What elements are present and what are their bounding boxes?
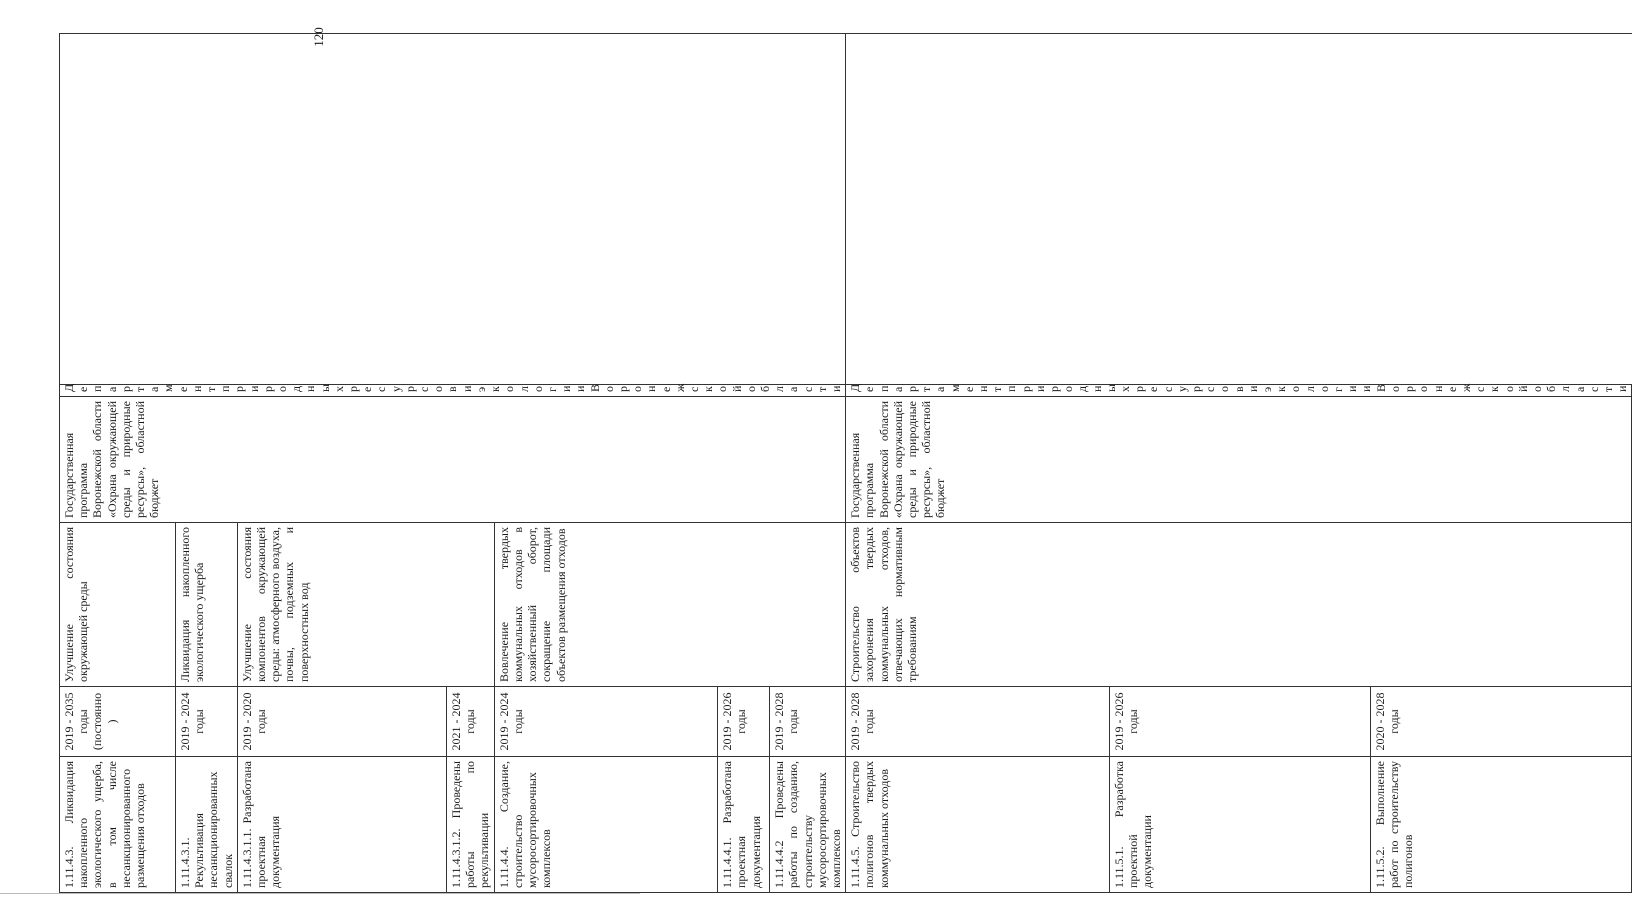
period-cell: 2019 - 2028 годы [770,687,846,757]
period-cell: 2019 - 2026 годы [718,687,770,757]
source-cell: Государственная программа Воронежской области «Охрана окружающей среды и природные ресурсы», областной бюджет [846,397,1632,523]
table-row [846,34,1109,893]
measure-cell: 1.11.4.3.1. Рекультивация несанкционированных свалок [176,757,238,893]
result-cell: Вовлечение твердых коммунальных отходов в хозяйственный оборот, сокращение площади объектов размещения отходов [494,523,845,687]
period-cell: 2019 - 2028 годы [846,687,1109,757]
period-cell: 2021 - 2024 годы [447,687,495,757]
period-cell: 2019 - 2024 годы [176,687,238,757]
period-cell: 2019 - 2026 годы [1109,687,1370,757]
period-cell: 2019 - 2035 годы (постоянно) [60,687,176,757]
measure-cell: 1.11.5.1. Разработка проектной документации [1109,757,1370,893]
result-cell: Улучшение состояния окружающей среды [60,523,176,687]
measure-cell: 1.11.4.5. Строительство полигонов твердых коммунальных отходов [846,757,1109,893]
source-cell: Государственная программа Воронежской области «Охрана окружающей среды и природные ресурсы», областной бюджет [60,397,846,523]
measure-cell: 1.11.5.2. Выполнение работ по строительству полигонов [1370,757,1631,893]
measure-cell: 1.11.4.3.1.1. Разработана проектная документация [237,757,446,893]
measure-cell: 1.11.4.4.1. Разработана проектная документация [718,757,770,893]
empty-cell [60,34,846,385]
responsible-cell: Департамент природных ресурсов и экологии Воронежской области [60,385,846,397]
measure-cell: 1.11.4.4. Создание, строительство мусоросортировочных комплексов [494,757,717,893]
responsible-cell: Департамент природных ресурсов и экологии Воронежской области [846,385,1632,397]
table-row [60,34,176,893]
result-cell: Ликвидация накопленного экологического ущерба [176,523,238,687]
period-cell: 2019 - 2020 годы [237,687,446,757]
page-number: 120 [311,27,326,47]
period-cell: 2020 - 2028 годы [1370,687,1631,757]
result-cell: Улучшение состояния компонентов окружающей среды: атмосферного воздуха, почвы, подземных и поверхностных вод [237,523,494,687]
scan-edge-line [0,893,640,894]
measure-cell: 1.11.4.3. Ликвидация накопленного экологического ущерба, в том числе несанкционированного размещения отходов [60,757,176,893]
measures-table [59,33,1632,893]
rotated-table-wrapper [59,33,1630,893]
empty-cell [846,34,1632,385]
result-cell: Строительство объектов захоронения твердых коммунальных отходов, отвечающих нормативным требованиям [846,523,1632,687]
period-cell: 2019 - 2024 годы [494,687,717,757]
measure-cell: 1.11.4.3.1.2. Проведены работы по рекультивации [447,757,495,893]
measure-cell: 1.11.4.4.2 Проведены работы по созданию, строительству мусоросортировочных комплексов [770,757,846,893]
